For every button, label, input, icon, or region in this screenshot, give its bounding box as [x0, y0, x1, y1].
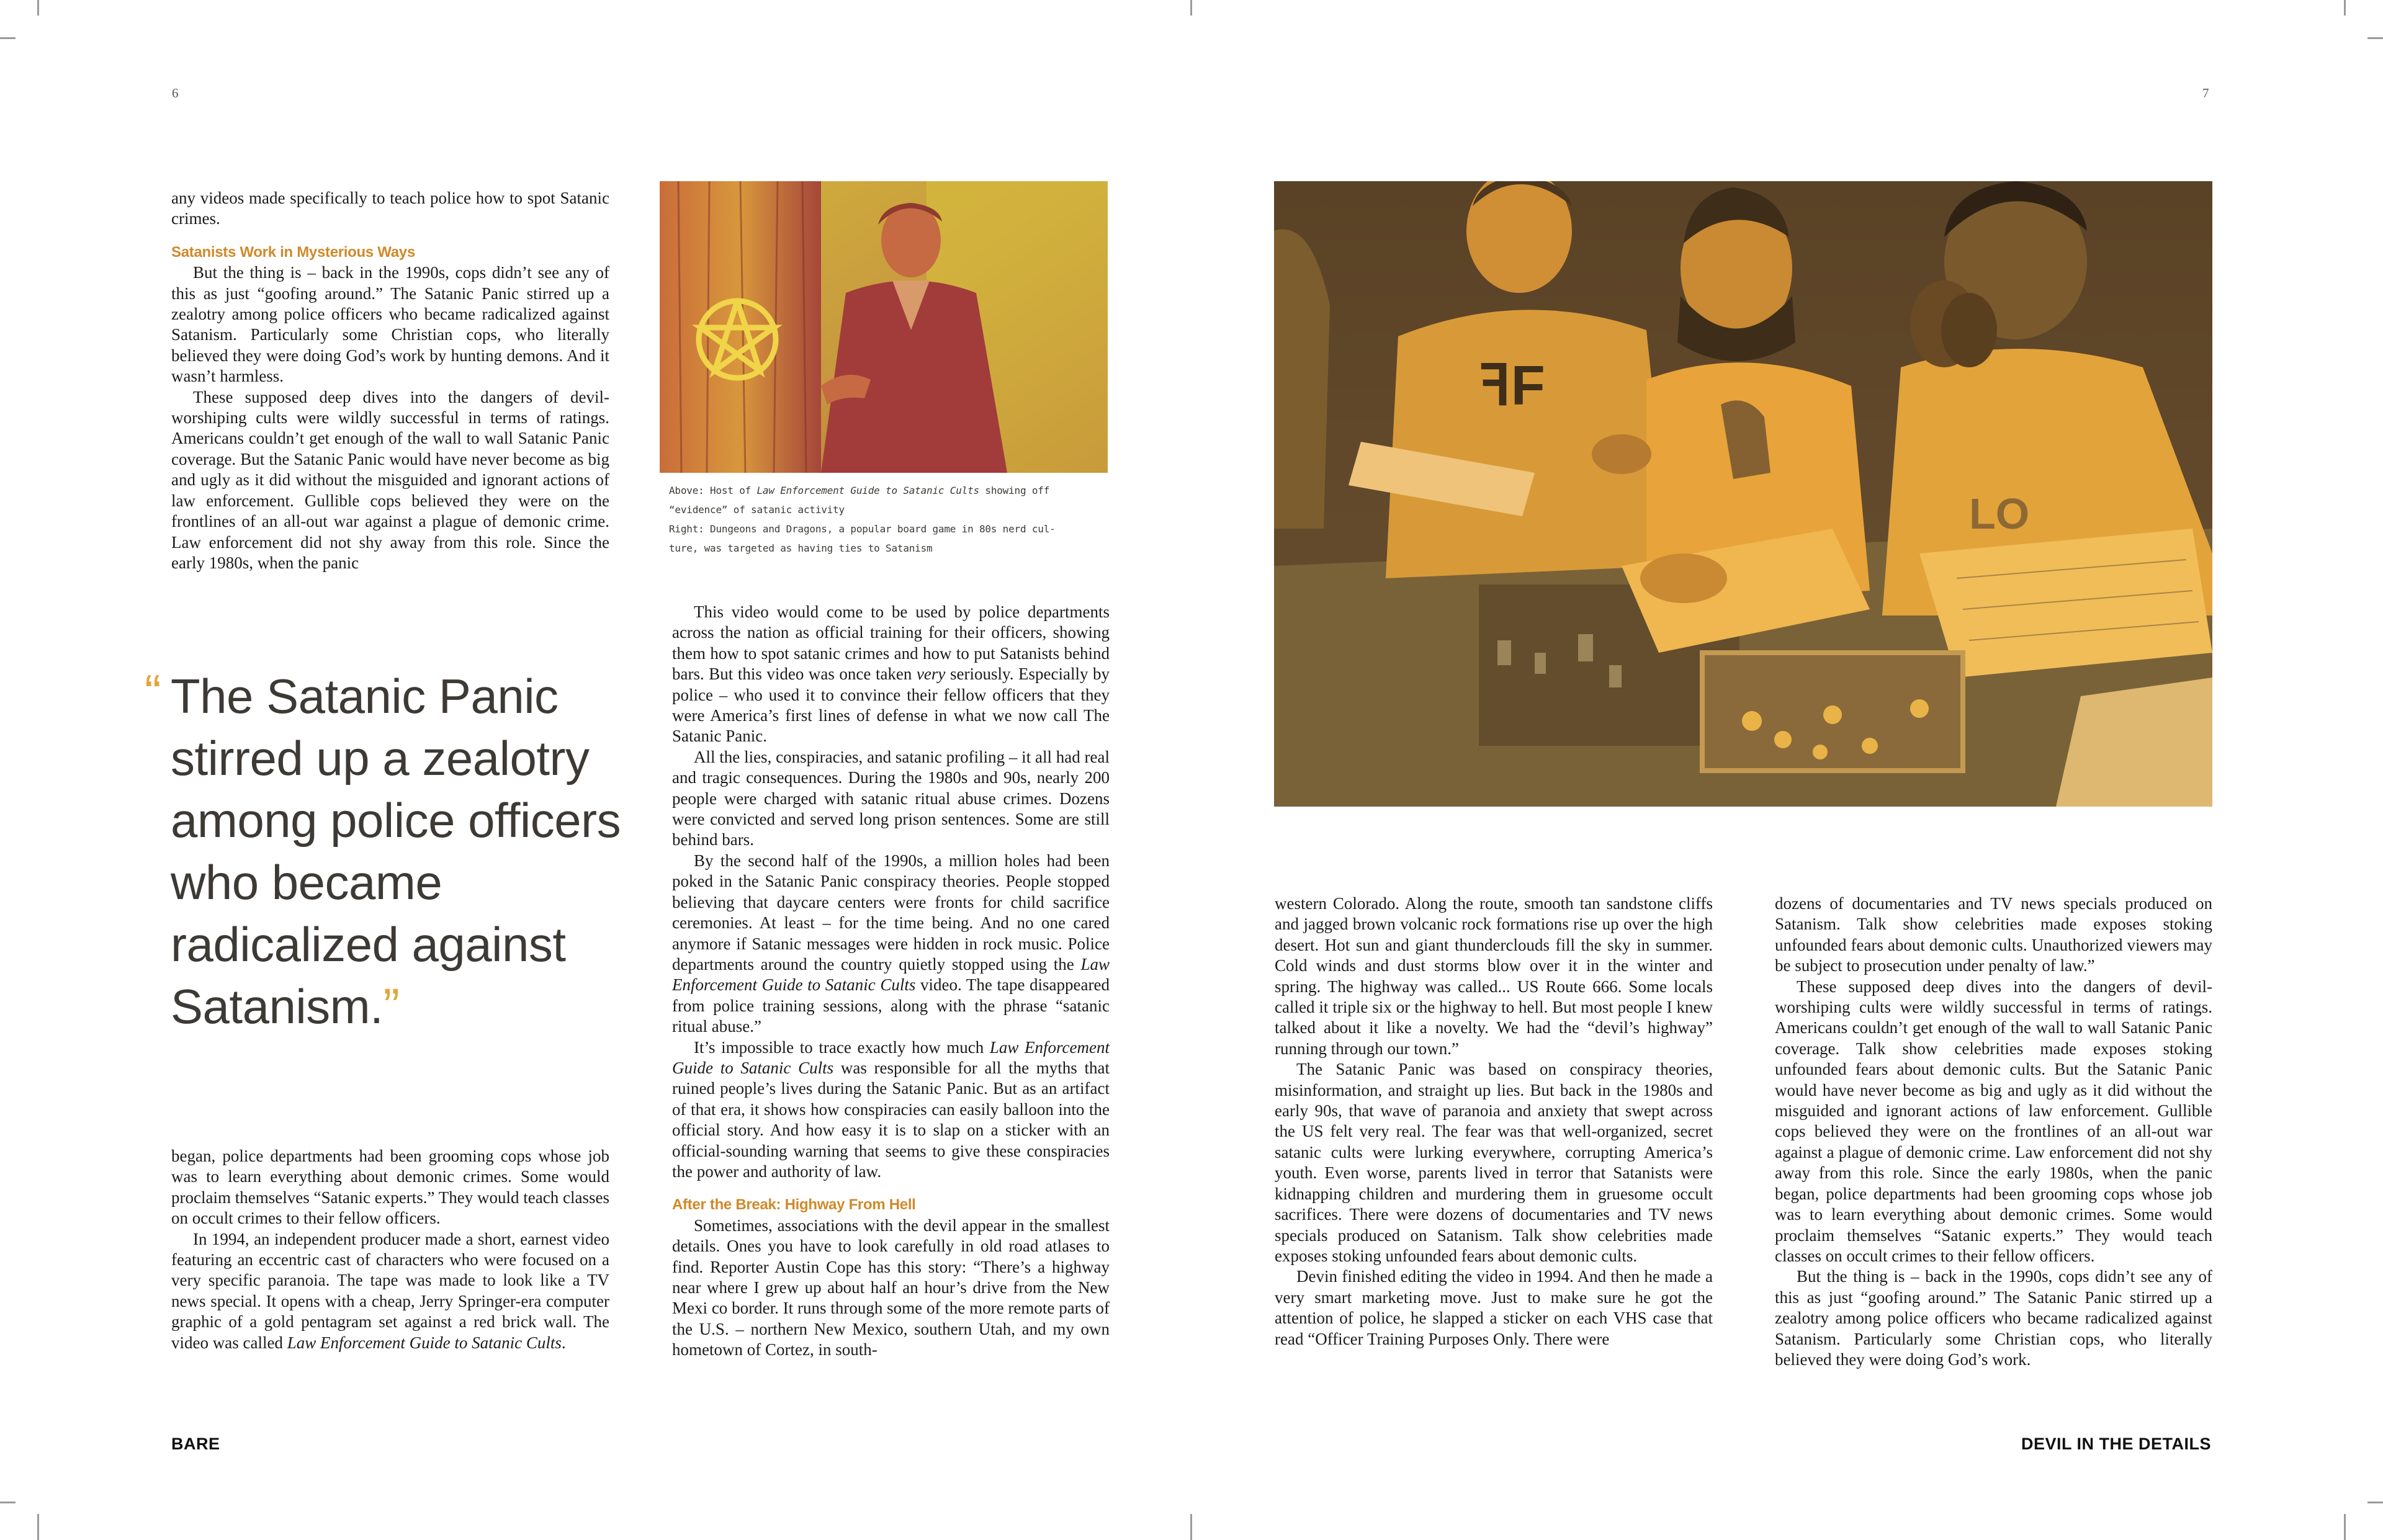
paragraph: By the second half of the 1990s, a million holes had been poked in the Satanic Panic conspiracy theories. People stopped believing that daycare centers were fronts for child sacrifice ceremonies. At least – for the time being. And no one cared anymore if Satanic messages were hidden in rock music. Police departments around the country quietly stopped using the Law Enforcement Guide to Satanic Cults video. The tape disappeared from police training sessions, along with the phrase “satanic ritual abuse.”	[672, 851, 1110, 1036]
caption-line: Above: Host of Law Enforcement Guide to Satanic Cults showing off	[669, 485, 1050, 496]
page-number-left: 6	[172, 86, 179, 101]
paragraph: western Colorado. Along the route, smooth tan sandstone cliffs and jagged brown volcanic rock formations rise up over the high desert. Hot sun and giant thunderclouds fill the sky in summer. Cold winds and dust storms blow over it in the winter and spring. The highway was called... US Route 666. Some locals called it triple six or the highway to hell. But most people I knew talked about it like a novelty. We had the “devil’s highway” running through our town.”	[1275, 894, 1713, 1058]
host-photo	[660, 181, 1108, 473]
page-number-right: 7	[2202, 86, 2209, 101]
crop-mark	[2367, 37, 2383, 39]
section-heading: Satanists Work in Mysterious Ways	[171, 243, 415, 261]
pull-quote	[145, 665, 630, 1037]
paragraph: It’s impossible to trace exactly how much Law Enforcement Guide to Satanic Cults was responsible for all the myths that ruined people’s lives during the Satanic Panic. But as an artifact of that era, it shows how conspiracies can easily balloon into the official story. And how easy it is to slap on a sticker with an official-sounding warning that seems to give these conspiracies the power and authority of law.	[672, 1037, 1110, 1181]
paragraph: These supposed deep dives into the dangers of devil-worshiping cults were wildly successful in terms of ratings. Americans couldn’t get enough of the wall to wall Satanic Panic coverage. But the Satanic Panic would have never become as big and ugly as it did without the misguided and ignorant actions of law enforcement. Gullible cops believed they were on the frontlines of an all-out war against a plague of demonic crime. Law enforcement did not shy away from this role. Since the early 1980s, when the panic	[171, 387, 609, 572]
paragraph: This video would come to be used by police departments across the nation as official training for their officers, showing them how to spot satanic crimes and how to put Satanists behind bars. But this video was once taken very seriously. Especially by police – who used it to convince their fellow officers that they were America’s first lines of defense in what we now call The Satanic Panic.	[672, 602, 1110, 746]
crop-mark	[1190, 1514, 1192, 1540]
dnd-photo	[1274, 181, 2212, 807]
section-heading: After the Break: Highway From Hell	[672, 1196, 916, 1214]
folio-left: BARE	[171, 1435, 220, 1453]
host-by-tree-image	[660, 181, 1108, 473]
paragraph: All the lies, conspiracies, and satanic profiling – it all had real and tragic consequences. During the 1980s and 90s, nearly 200 people were charged with satanic ritual abuse crimes. Dozens were convicted and served long prison sentences. Some are still behind bars.	[672, 747, 1110, 849]
paragraph: began, police departments had been grooming cops whose job was to learn everything about demonic crimes. Some would proclaim themselves “Satanic experts.” They would teach classes on occult crimes to their fellow officers.	[171, 1147, 609, 1228]
paragraph: In 1994, an independent producer made a short, earnest video featuring an eccentric cast of characters who were focused on a very specific paranoia. The tape was made to look like a TV news special. It opens with a cheap, Jerry Springer-era computer graphic of a gold pentagram set against a red brick wall. The video was called Law Enforcement Guide to Satanic Cults.	[171, 1229, 609, 1352]
shirt-logo-icon: ꟻF	[1479, 355, 1545, 417]
pull-quote-text: The Satanic Panic stirred up a zealotry among police officers who became radicalized against Satanism.	[171, 669, 621, 1034]
paragraph: But the thing is – back in the 1990s, cops didn’t see any of this as just “goofing around.” The Satanic Panic stirred up a zealotry among police officers who became radicalized against Satanism. Particularly some Christian cops, who literally believed they were doing God’s work by hunting demons. And it wasn’t harmless.	[171, 263, 609, 386]
caption-line: Right: Dungeons and Dragons, a popular board game in 80s nerd cul-	[669, 523, 1056, 535]
folio-right: DEVIL IN THE DETAILS	[2021, 1435, 2211, 1453]
article-column-3	[1275, 893, 1713, 1350]
photo-caption	[669, 481, 1103, 558]
paragraph: The Satanic Panic was based on conspiracy theories, misinformation, and straight up lies. But back in the 1980s and early 90s, that wave of paranoia and anxiety that swept across the US felt very real. The fear was that well-organized, secret satanic cults were lurking everywhere, corrupting America’s youth. Even worse, parents lived in terror that Satanists were kidnapping children and murdering them in gruesome occult sacrifices. There were dozens of documentaries and TV news specials produced on Satanism. Talk show celebrities made exposes stoking unfounded fears about demonic cults.	[1275, 1060, 1713, 1265]
quote-close-mark: ”	[383, 978, 400, 1034]
crop-mark	[2367, 1502, 2383, 1503]
paragraph: dozens of documentaries and TV news specials produced on Satanism. Talk show celebrities made exposes stoking unfounded fears about demonic cults. Unauthorized viewers may be subject to prosecution under penalty of law.”	[1775, 894, 2212, 975]
quote-open-mark: “	[145, 665, 161, 720]
crop-mark	[0, 1502, 16, 1503]
crop-mark	[37, 1514, 39, 1540]
shirt-text-icon: LO	[1969, 490, 2030, 538]
paragraph: But the thing is – back in the 1990s, cops didn’t see any of this as just “goofing around.” The Satanic Panic stirred up a zealotry among police officers who became radicalized against Satanism. Particularly some Christian cops, who literally believed they were doing God’s work.	[1775, 1267, 2212, 1369]
article-column-1-top	[171, 188, 609, 573]
paragraph: any videos made specifically to teach police how to spot Satanic crimes.	[171, 189, 609, 228]
dungeons-and-dragons-image	[1274, 181, 2212, 807]
caption-line: “evidence” of satanic activity	[669, 504, 845, 516]
caption-line: ture, was targeted as having ties to Satanism	[669, 542, 933, 554]
crop-mark	[2344, 1514, 2346, 1540]
article-column-1-bottom	[171, 1146, 609, 1353]
crop-mark	[2344, 0, 2346, 16]
paragraph: Devin finished editing the video in 1994. And then he made a very smart marketing move. Just to make sure he got the attention of police, he slapped a sticker on each VHS case that read “Officer Training Purposes Only. There were	[1275, 1267, 1713, 1348]
paragraph: These supposed deep dives into the dangers of devil-worshiping cults were wildly successful in terms of ratings. Americans couldn’t get enough of the wall to wall Satanic Panic coverage. Talk show celebrities made exposes stoking unfounded fears about demonic cults. But the Satanic Panic would have never become as big and ugly as it did without the misguided and ignorant actions of law enforcement. Gullible cops believed they were on the frontlines of an all-out war against a plague of demonic crime. Law enforcement did not shy away from this role. Since the early 1980s, when the panic began, police departments had been grooming cops whose job was to learn everything about demonic crimes. Some would proclaim themselves “Satanic experts.” They would teach classes on occult crimes to their fellow officers.	[1775, 977, 2212, 1265]
film-title: Law Enforcement Guide to Satanic Cults	[287, 1333, 562, 1352]
article-column-2	[672, 602, 1110, 1361]
article-column-4	[1775, 893, 2212, 1370]
crop-mark	[37, 0, 39, 16]
crop-mark	[1190, 0, 1192, 16]
paragraph: Sometimes, associations with the devil appear in the smallest details. Ones you have to look carefully in old road atlases to find. Reporter Austin Cope has this story: “There’s a highway near where I grew up about half an hour’s drive from the New Mexi co border. It runs through some of the more remote parts of the U.S. – northern New Mexico, southern Utah, and my own hometown of Cortez, in south-	[672, 1215, 1110, 1359]
crop-mark	[0, 37, 16, 39]
